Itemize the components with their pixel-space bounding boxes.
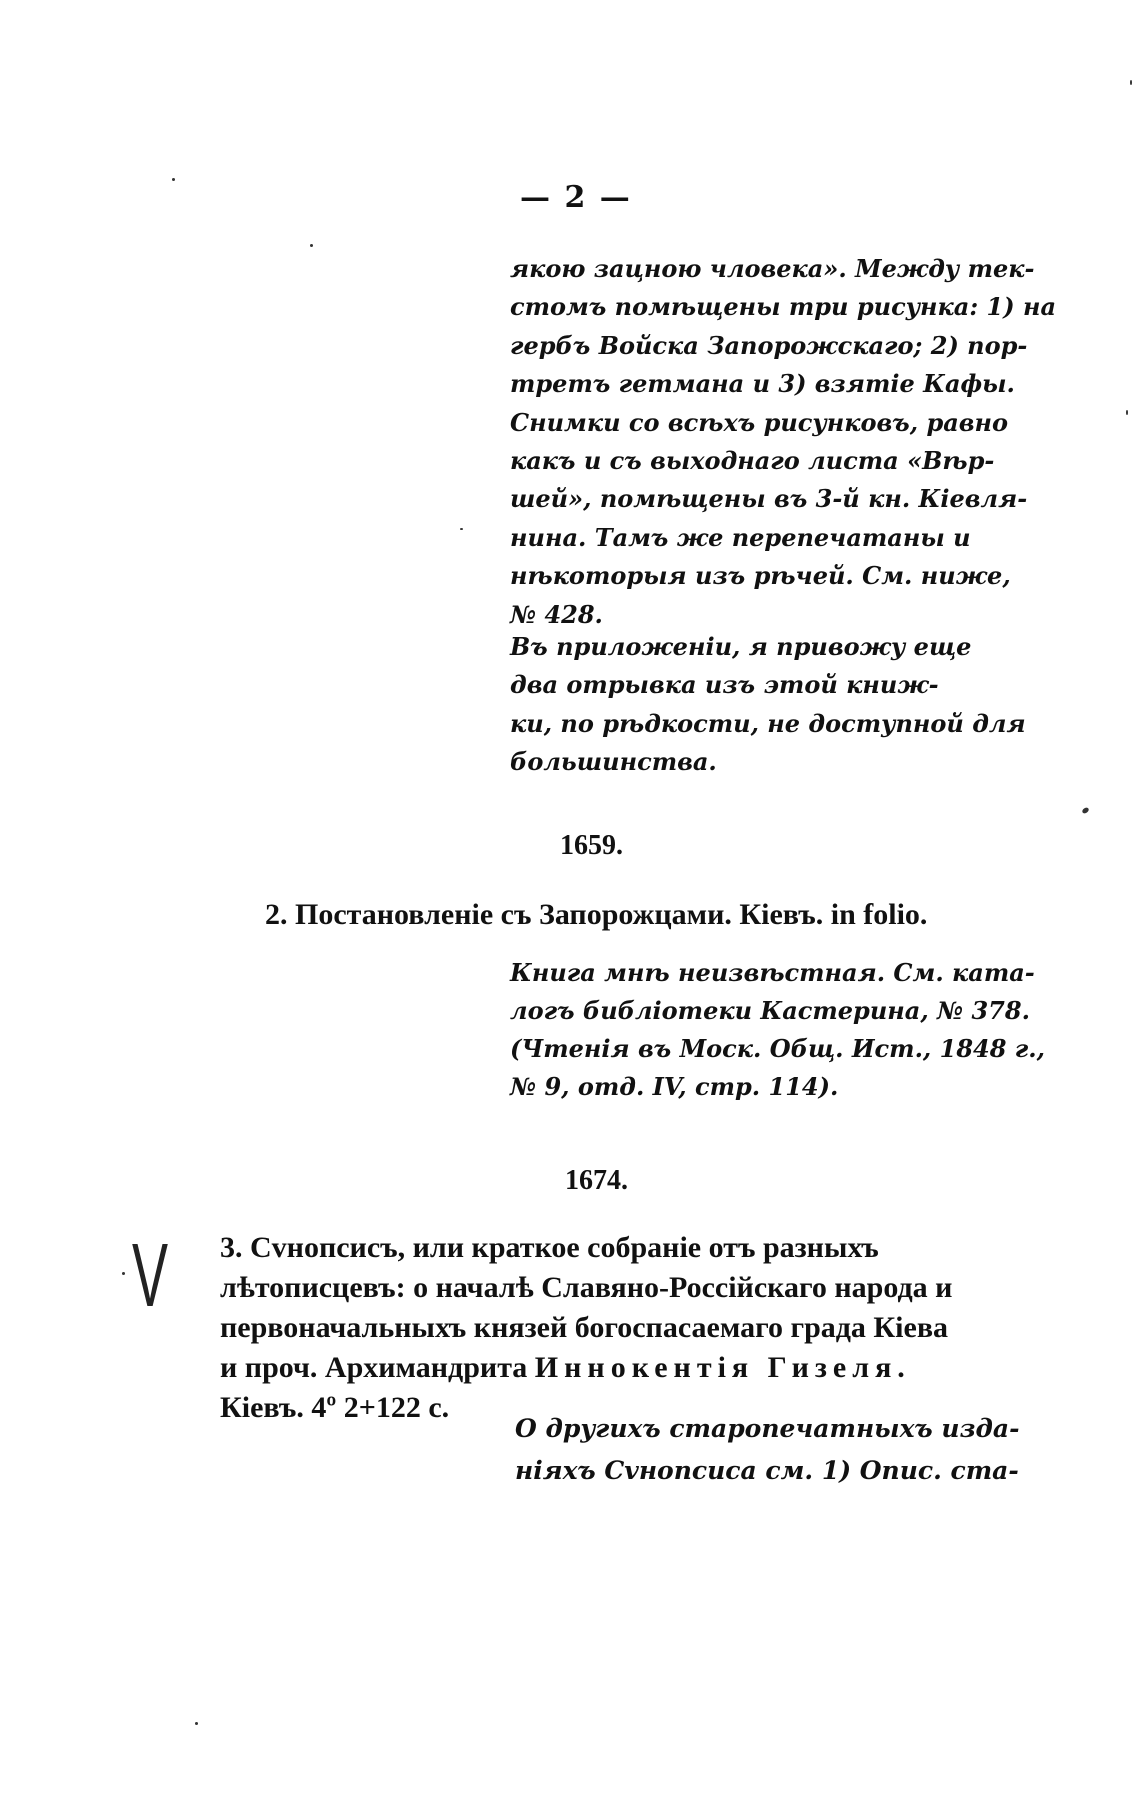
scan-speck	[122, 1272, 125, 1275]
entry-line: Кіевъ. 4º 2+122 с.	[220, 1391, 450, 1424]
note-line: ки, по рѣдкости, не доступной для	[510, 708, 1026, 738]
scan-speck	[172, 178, 175, 181]
entry-line: лѣтописцевъ: о началѣ Славяно-Россійскаго народа и	[220, 1271, 953, 1304]
entry-line: 2. Постановленіе съ Запорожцами. Кіевъ. in folio.	[265, 898, 928, 931]
note-line: стомъ помѣщены три рисунка: 1) на	[510, 292, 1057, 322]
scan-speck	[310, 244, 313, 247]
handwritten-check-mark: V	[132, 1226, 169, 1326]
entry-line	[220, 1348, 952, 1388]
scan-speck	[460, 528, 463, 530]
scan-speck	[195, 1722, 198, 1725]
year-heading-1659: 1659.	[560, 830, 623, 861]
footnote-block-4	[515, 1408, 1020, 1492]
note-line: О другихъ старопечатныхъ изда-	[515, 1414, 1020, 1443]
note-line: какъ и съ выходнаго листа «Вѣр-	[510, 446, 995, 476]
scan-speck	[1081, 806, 1090, 814]
footnote-block-3	[510, 954, 1045, 1106]
note-line: (Чтенія въ Моск. Общ. Ист., 1848 г.,	[510, 1034, 1045, 1063]
note-line: № 9, отд. IV, стр. 114).	[510, 1072, 839, 1101]
note-line: якою зацною чловека». Между тек-	[510, 254, 1035, 283]
note-line: нина. Тамъ же перепечатаны и	[510, 522, 971, 552]
entry-line: первоначальныхъ князей богоспасаемаго града Кіева	[220, 1311, 949, 1344]
footnote-block-2	[510, 628, 1026, 782]
note-line: большинства.	[510, 747, 717, 777]
note-line: шей», помѣщены въ 3-й кн. Кіевля-	[510, 484, 1028, 514]
note-line: гербъ Войска Запорожскаго; 2) пор-	[510, 330, 1028, 360]
note-line: № 428.	[510, 599, 603, 629]
footnote-block-1	[510, 250, 1057, 634]
author-name: Иннокентія Гизеля.	[534, 1351, 911, 1384]
note-line: ніяхъ Cvнопсиса см. 1) Опис. ста-	[515, 1456, 1019, 1485]
bibliography-entry-2	[265, 895, 927, 935]
note-line: логъ библіотеки Кастерина, № 378.	[510, 996, 1030, 1025]
note-line: третъ гетмана и 3) взятіе Кафы.	[510, 369, 1015, 399]
scan-speck	[1126, 410, 1128, 415]
note-line: два отрывка изъ этой книж-	[510, 670, 939, 700]
year-heading-1674: 1674.	[565, 1165, 628, 1196]
page-number: — 2 —	[520, 180, 632, 215]
bibliography-entry-3	[220, 1228, 952, 1428]
entry-text: и проч. Архимандрита	[220, 1351, 535, 1384]
note-line: нѣкоторыя изъ рѣчей. См. ниже,	[510, 561, 1011, 591]
note-line: Книга мнѣ неизвѣстная. См. ката-	[510, 958, 1035, 987]
note-line: Въ приложеніи, я привожу еще	[510, 632, 972, 661]
note-line: Снимки со всѣхъ рисунковъ, равно	[510, 407, 1009, 437]
entry-line: 3. Cvнопсисъ, или краткое собраніе отъ разныхъ	[220, 1231, 879, 1264]
scan-speck	[1130, 80, 1132, 85]
